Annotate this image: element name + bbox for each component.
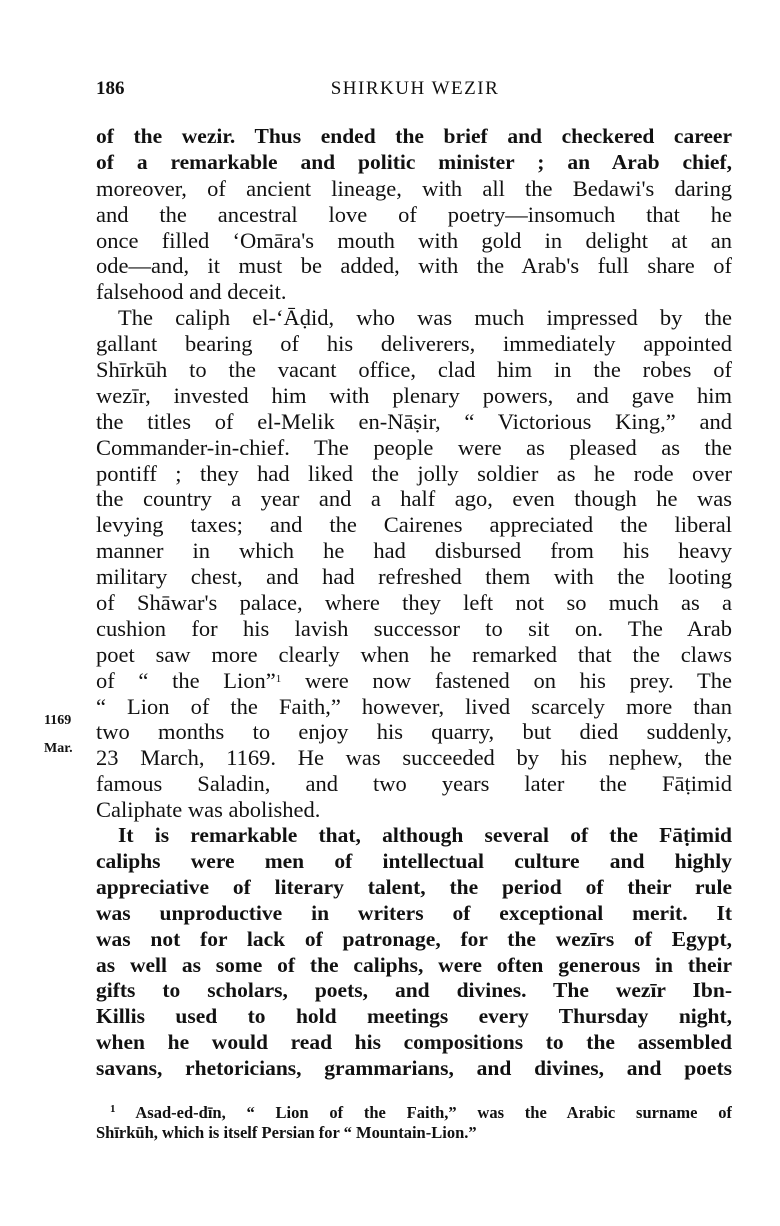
text-line: pontiff ; they had liked the jolly soldier as he rode over <box>96 460 732 486</box>
text-line-with-footnote <box>96 668 732 694</box>
text-line: “ Lion of the Faith,” however, lived scarcely more than <box>96 693 732 719</box>
text-line: manner in which he had disbursed from his heavy <box>96 538 732 564</box>
text-line: caliphs were men of intellectual culture and highly <box>96 848 732 873</box>
text-line: appreciative of literary talent, the period of their rule <box>96 874 732 899</box>
text-line: when he would read his compositions to the assembled <box>96 1030 732 1055</box>
text-line: of the wezir. Thus ended the brief and checkered career <box>96 124 732 148</box>
text-line: falsehood and deceit. <box>96 279 287 305</box>
running-title: SHIRKUH WEZIR <box>330 78 500 99</box>
text-line: the titles of el-Melik en-Nāṣir, “ Victorious King,” and <box>96 408 732 434</box>
footnote <box>96 1103 732 1143</box>
page-header <box>96 78 734 108</box>
text-line: ode—and, it must be added, with the Arab's full share of <box>96 253 732 279</box>
text-fragment: of “ the Lion” <box>96 667 276 693</box>
text-line: levying taxes; and the Cairenes appreciated the liberal <box>96 512 732 538</box>
text-line: of Shāwar's palace, where they left not so much as a <box>96 590 732 616</box>
text-line: The caliph el-‘Āḍid, who was much impressed by the <box>118 305 732 331</box>
text-line: two months to enjoy his quarry, but died suddenly, <box>96 719 732 745</box>
margin-note-month: Mar. <box>44 741 73 756</box>
body-text <box>96 124 732 1082</box>
text-fragment: were now fastened on his prey. The <box>304 667 732 693</box>
text-line: Caliphate was abolished. <box>96 797 321 823</box>
text-line: moreover, of ancient lineage, with all the Bedawi's daring <box>96 175 732 201</box>
footnote-line <box>96 1103 732 1123</box>
text-line: famous Saladin, and two years later the Fāṭimid <box>96 771 732 797</box>
footnote-text: Asad-ed-dīn, “ Lion of the Faith,” was the Arabic surname of <box>135 1103 732 1122</box>
page-number: 186 <box>96 78 125 99</box>
footnote-reference: 1 <box>275 672 282 685</box>
footnote-marker: 1 <box>110 1103 116 1115</box>
text-line: once filled ‘Omāra's mouth with gold in delight at an <box>96 227 732 253</box>
text-line: It is remarkable that, although several of the Fāṭimid <box>118 823 732 848</box>
text-line: wezīr, invested him with plenary powers, and gave him <box>96 382 732 408</box>
text-line: the country a year and a half ago, even though he was <box>96 486 732 512</box>
text-line: 23 March, 1169. He was succeeded by his nephew, the <box>96 745 732 771</box>
text-line: Commander-in-chief. The people were as pleased as the <box>96 434 732 460</box>
footnote-line: Shīrkūh, which is itself Persian for “ Mountain-Lion.” <box>96 1123 477 1142</box>
text-line: was not for lack of patronage, for the wezīrs of Egypt, <box>96 926 732 951</box>
text-line: cushion for his lavish successor to sit on. The Arab <box>96 615 732 641</box>
margin-note-year: 1169 <box>44 713 72 728</box>
text-line: military chest, and had refreshed them with the looting <box>96 564 732 590</box>
text-line: savans, rhetoricians, grammarians, and divines, and poets <box>96 1056 732 1081</box>
text-line: as well as some of the caliphs, were often generous in their <box>96 952 732 977</box>
text-line: gifts to scholars, poets, and divines. The wezīr Ibn- <box>96 978 732 1003</box>
text-line: poet saw more clearly when he remarked that the claws <box>96 641 732 667</box>
text-line: and the ancestral love of poetry—insomuch that he <box>96 201 732 227</box>
text-line: of a remarkable and politic minister ; an Arab chief, <box>96 149 732 174</box>
text-line: gallant bearing of his deliverers, immediately appointed <box>96 331 732 357</box>
text-line: was unproductive in writers of exceptional merit. It <box>96 900 732 925</box>
text-line: Killis used to hold meetings every Thursday night, <box>96 1004 732 1029</box>
text-line: Shīrkūh to the vacant office, clad him in the robes of <box>96 357 732 383</box>
